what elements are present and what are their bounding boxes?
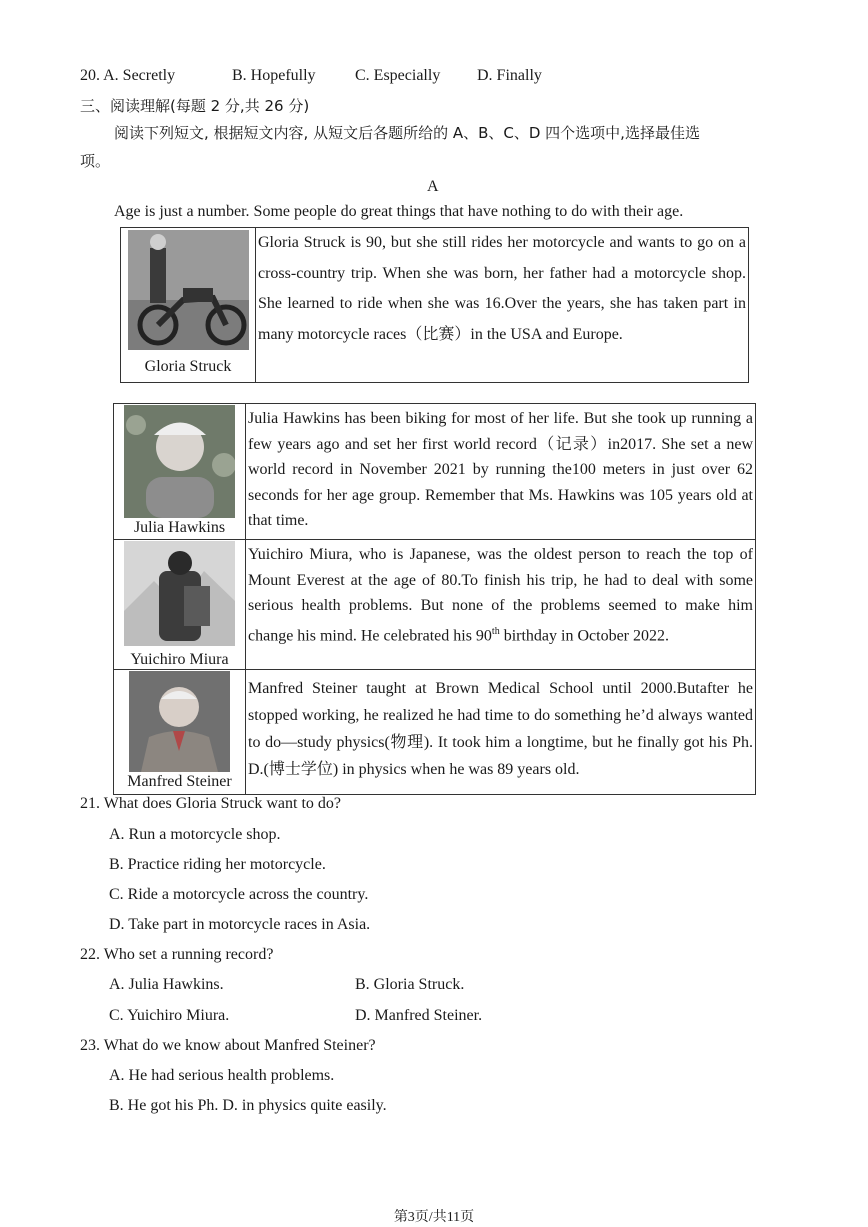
- instruction-line-2: 项。: [80, 152, 111, 170]
- section-title: 三、阅读理解(每题 2 分,共 26 分): [80, 97, 310, 115]
- julia-photo: [124, 405, 235, 518]
- q20-option-d: D. Finally: [477, 67, 542, 84]
- manfred-bio-cell: [246, 670, 756, 795]
- q20-option-c: C. Especially: [355, 67, 441, 84]
- gloria-name: Gloria Struck: [144, 358, 232, 375]
- q20-option-a: 20. A. Secretly: [80, 67, 176, 84]
- q21-stem: 21. What does Gloria Struck want to do?: [80, 795, 341, 812]
- julia-bio-cell: [246, 404, 756, 540]
- q21-option-c: C. Ride a motorcycle across the country.: [109, 886, 369, 903]
- yuichiro-bio-text: Yuichiro Miura, who is Japanese, was the oldest person to reach the top of Mount Everest at the age of 80.To finish his trip, he had to deal with some serious health problems. But none of the problems seemed to make him change his mind. He celebrated his 90: [248, 546, 753, 644]
- q21-option-b: B. Practice riding her motorcycle.: [109, 856, 326, 873]
- q22-option-b: B. Gloria Struck.: [355, 976, 465, 993]
- julia-name: Julia Hawkins: [133, 519, 226, 536]
- manfred-photo-cell: [114, 670, 246, 795]
- page-footer: 第3页/共11页: [393, 1210, 475, 1225]
- yuichiro-name: Yuichiro Miura: [130, 651, 229, 668]
- yuichiro-bio-cell: [246, 540, 756, 670]
- yuichiro-photo-cell: [114, 540, 246, 670]
- q22-option-a: A. Julia Hawkins.: [109, 976, 224, 993]
- gloria-table: [120, 227, 749, 383]
- gloria-bio: Gloria Struck is 90, but she still rides her motorcycle and wants to go on a cross-country trip. When she was born, her father had a motorcycle shop. She learned to ride when she was 16.Over the years, she has taken part in many motorcycle races（比赛）in the USA and Europe.: [258, 234, 746, 343]
- q23-option-a: A. He had serious health problems.: [109, 1067, 335, 1084]
- yuichiro-bio: [246, 540, 755, 648]
- gloria-photo: [128, 230, 249, 350]
- q20-option-b: B. Hopefully: [232, 67, 316, 84]
- manfred-name: Manfred Steiner: [127, 773, 232, 790]
- yuichiro-bio-sup: th: [491, 625, 500, 637]
- julia-photo-cell: [114, 404, 246, 540]
- q23-stem: 23. What do we know about Manfred Steiner?: [80, 1037, 376, 1054]
- q21-option-d: D. Take part in motorcycle races in Asia.: [109, 916, 371, 933]
- yuichiro-photo: [124, 541, 235, 646]
- q22-option-d: D. Manfred Steiner.: [355, 1007, 483, 1024]
- q22-stem: 22. Who set a running record?: [80, 946, 274, 963]
- passage-letter: A: [427, 178, 439, 195]
- q22-option-c: C. Yuichiro Miura.: [109, 1007, 230, 1024]
- julia-bio: Julia Hawkins has been biking for most of her life. But she took up running a few years ago and set her first world record（记录）in2017. She set a new world record in November 2021 by running the100 meters in just over 62 seconds for her age group. Remember that Ms. Hawkins was 105 years old at that time.: [248, 410, 753, 529]
- gloria-bio-cell: [256, 228, 749, 383]
- gloria-photo-cell: [121, 228, 256, 383]
- yuichiro-bio-end: birthday in October 2022.: [499, 626, 669, 644]
- manfred-photo: [129, 671, 230, 772]
- manfred-bio: Manfred Steiner taught at Brown Medical School until 2000.Butafter he stopped working, he realized he had time to do something he’d always wanted to do—study physics(物理). It took him a longtime, but he finally got his Ph. D.(博士学位) in physics when he was 89 years old.: [248, 680, 753, 778]
- people-table: [113, 403, 756, 795]
- passage-intro: Age is just a number. Some people do great things that have nothing to do with their age.: [114, 203, 684, 220]
- instruction-line-1: 阅读下列短文, 根据短文内容, 从短文后各题所给的 A、B、C、D 四个选项中,选择最佳选: [114, 124, 700, 142]
- q21-option-a: A. Run a motorcycle shop.: [109, 826, 281, 843]
- q23-option-b: B. He got his Ph. D. in physics quite easily.: [109, 1097, 387, 1114]
